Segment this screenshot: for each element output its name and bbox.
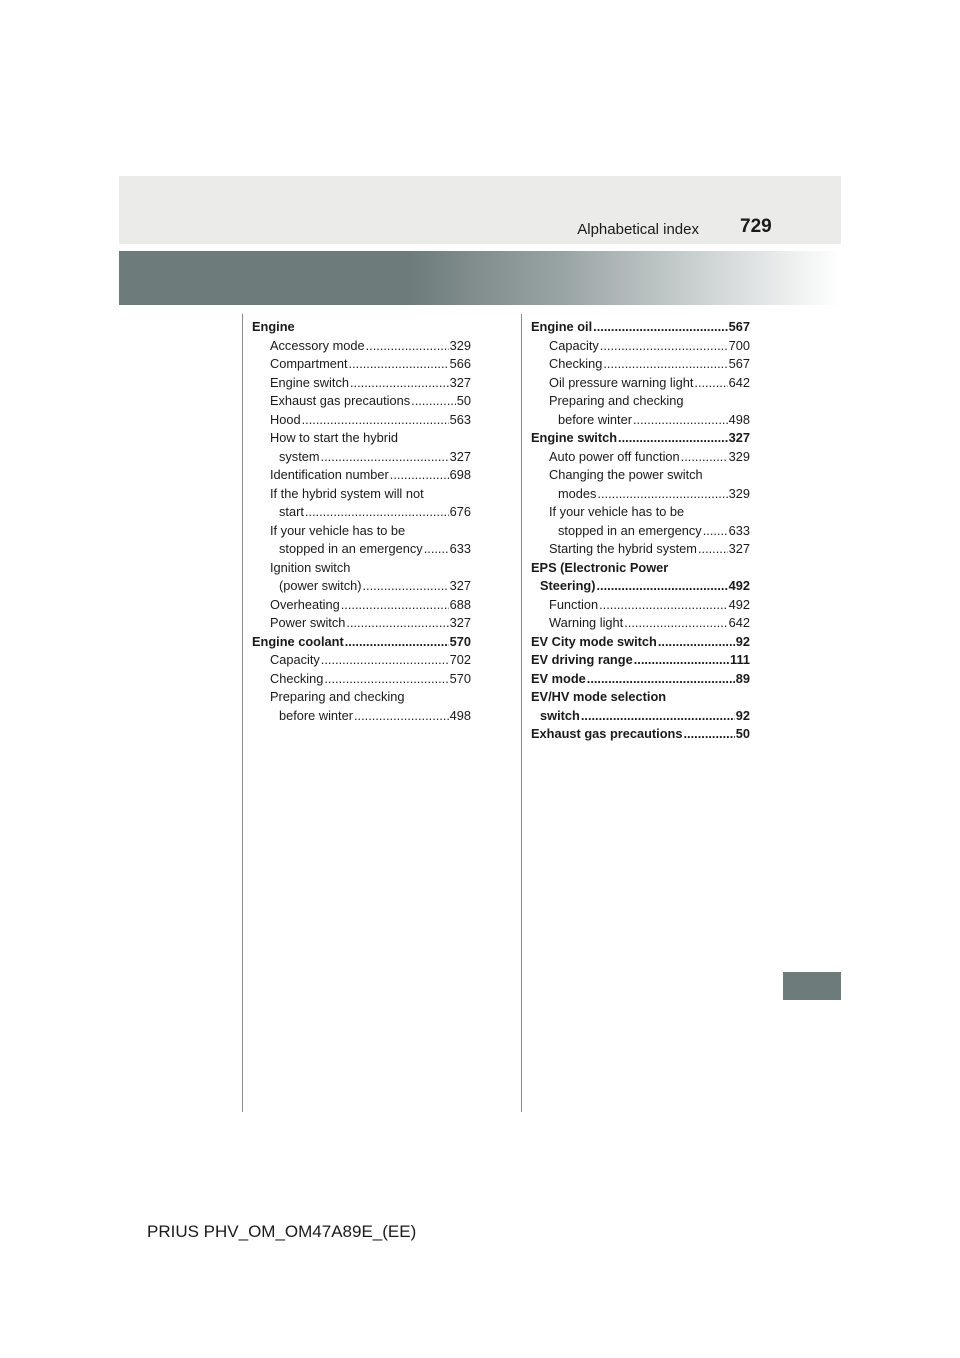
index-entry-page: 570 — [449, 670, 471, 686]
index-entry — [531, 707, 750, 726]
index-entry — [252, 411, 471, 430]
index-entry — [531, 633, 750, 652]
dot-leader — [366, 337, 449, 356]
index-entry — [531, 725, 750, 744]
dot-leader — [587, 670, 735, 689]
index-entry — [531, 559, 750, 578]
index-entry — [252, 522, 471, 541]
index-entry-text: EV mode — [531, 670, 586, 686]
dot-leader — [694, 374, 727, 393]
index-entry-text: stopped in an emergency — [279, 541, 423, 556]
index-entry — [252, 355, 471, 374]
index-entry-page: 700 — [728, 337, 750, 353]
index-entry-page: 327 — [449, 578, 471, 593]
index-entry-page: 329 — [728, 448, 750, 464]
index-entry-text: Oil pressure warning light — [549, 374, 694, 390]
index-entry-text: Exhaust gas precautions — [270, 393, 411, 408]
dot-leader — [581, 707, 735, 726]
dot-leader — [305, 503, 449, 522]
index-entry — [531, 503, 750, 522]
index-entry — [252, 651, 471, 670]
index-entry — [531, 448, 750, 467]
index-entry-page: 633 — [728, 522, 750, 538]
dot-leader — [341, 596, 449, 615]
index-entry-page: 50 — [735, 726, 750, 741]
index-entry-page: 563 — [449, 411, 471, 427]
index-entry-text: Accessory mode — [270, 337, 365, 353]
dot-leader — [321, 448, 449, 467]
index-entry-page: 498 — [449, 707, 471, 723]
index-entry-text: EV/HV mode selection — [531, 689, 667, 704]
index-entry-text: Warning light — [549, 615, 624, 630]
index-entry — [531, 577, 750, 596]
dot-leader — [698, 540, 728, 559]
index-entry-text: Identification number — [270, 467, 389, 482]
index-entry-text: Capacity — [270, 652, 320, 667]
index-entry — [252, 559, 471, 578]
index-entry — [531, 614, 750, 633]
index-entry-page: 492 — [728, 596, 750, 612]
index-entry-text: Compartment — [270, 356, 348, 371]
index-entry-page: 89 — [735, 670, 750, 686]
dot-leader — [600, 337, 728, 356]
index-entry-page: 327 — [449, 448, 471, 464]
index-entry-text: Changing the power switch — [549, 467, 703, 482]
section-title: Alphabetical index — [577, 221, 699, 238]
index-entry-page: 327 — [449, 615, 471, 630]
index-entry — [252, 429, 471, 448]
index-entry-text: Capacity — [549, 337, 599, 353]
index-entry-text: Checking — [270, 670, 324, 686]
index-entry — [252, 485, 471, 504]
left-column-rule — [242, 314, 243, 1112]
index-entry-text: switch — [540, 707, 580, 723]
index-entry — [252, 540, 471, 559]
dot-leader — [411, 392, 456, 411]
index-entry-page: 111 — [730, 652, 750, 667]
document-code: PRIUS PHV_OM_OM47A89E_(EE) — [147, 1222, 417, 1241]
right-column-rule — [521, 314, 522, 1112]
dot-leader — [599, 596, 728, 615]
index-entry-text: system — [279, 448, 320, 464]
page-number: 729 — [740, 216, 772, 237]
index-entry — [531, 429, 750, 448]
index-entry-page: 498 — [728, 411, 750, 427]
dot-leader — [658, 633, 735, 652]
dot-leader — [363, 577, 449, 596]
index-entry-page: 688 — [449, 596, 471, 612]
index-entry-text: Preparing and checking — [549, 393, 684, 408]
index-entry — [531, 485, 750, 504]
index-entry-text: Checking — [549, 356, 603, 371]
index-entry — [252, 503, 471, 522]
header-bar — [119, 176, 841, 244]
index-entry-text: If your vehicle has to be — [549, 504, 685, 519]
index-entry-page: 327 — [449, 374, 471, 390]
index-entry — [531, 596, 750, 615]
index-entry-text: Engine switch — [531, 430, 618, 445]
index-entry-text: Overheating — [270, 596, 340, 612]
index-entry — [252, 633, 471, 652]
index-entry — [252, 318, 471, 337]
index-entry — [252, 337, 471, 356]
dot-leader — [390, 466, 449, 485]
index-entry — [252, 392, 471, 411]
index-entry-text: Power switch — [270, 615, 346, 630]
index-entry-page: 492 — [728, 578, 750, 593]
index-entry — [531, 540, 750, 559]
index-entry-text: Engine oil — [531, 319, 593, 334]
dot-leader — [302, 411, 449, 430]
index-entry — [531, 392, 750, 411]
index-entry-page: 566 — [449, 356, 471, 371]
index-entry-page: 702 — [449, 652, 471, 667]
index-entry — [252, 596, 471, 615]
index-entry-text: EPS (Electronic Power — [531, 559, 669, 575]
index-entry-text: Hood — [270, 411, 301, 427]
index-entry-page: 642 — [728, 615, 750, 630]
index-entry — [252, 448, 471, 467]
dot-leader — [633, 411, 728, 430]
index-entry-text: Function — [549, 596, 599, 612]
index-entry-page: 329 — [449, 337, 471, 353]
dot-leader — [634, 651, 729, 670]
index-entry-page: 570 — [449, 633, 471, 649]
index-entry — [531, 318, 750, 337]
dot-leader — [321, 651, 449, 670]
index-entry — [531, 374, 750, 393]
index-entry — [531, 355, 750, 374]
index-entry-page: 642 — [728, 374, 750, 390]
index-entry — [531, 522, 750, 541]
index-entry-text: EV City mode switch — [531, 633, 657, 649]
index-entry-page: 698 — [449, 467, 471, 482]
index-entry-text: EV driving range — [531, 652, 633, 667]
index-entry-text: Auto power off function — [549, 448, 680, 464]
chapter-side-tab — [783, 972, 841, 1000]
index-entry-text: Engine switch — [270, 374, 349, 390]
index-column-left — [252, 318, 471, 725]
index-entry-page: 676 — [449, 504, 471, 519]
index-entry — [252, 614, 471, 633]
index-entry-page: 327 — [728, 430, 750, 445]
dot-leader — [354, 707, 449, 726]
index-entry-page: 50 — [456, 393, 471, 408]
dot-leader — [618, 429, 728, 448]
dot-leader — [596, 577, 727, 596]
index-entry-text: How to start the hybrid — [270, 430, 399, 445]
index-entry-text: stopped in an emergency — [558, 522, 702, 538]
dot-leader — [603, 355, 727, 374]
index-entry-text: Starting the hybrid system — [549, 541, 697, 556]
index-entry-page: 327 — [728, 541, 750, 556]
index-entry — [252, 670, 471, 689]
index-column-right — [531, 318, 750, 744]
index-entry — [252, 688, 471, 707]
index-entry — [531, 411, 750, 430]
index-entry — [531, 651, 750, 670]
index-entry-text: Exhaust gas precautions — [531, 726, 683, 741]
index-entry-text: before winter — [558, 411, 632, 427]
index-entry-page: 567 — [728, 356, 750, 371]
dot-leader — [424, 540, 449, 559]
index-entry-page: 329 — [728, 485, 750, 501]
index-entry — [531, 337, 750, 356]
dot-leader — [681, 448, 728, 467]
index-entry-text: before winter — [279, 707, 353, 723]
dot-leader — [683, 725, 734, 744]
index-entry — [531, 466, 750, 485]
dot-leader — [593, 318, 727, 337]
dot-leader — [350, 374, 449, 393]
index-entry-text: Engine — [252, 319, 295, 334]
index-entry — [252, 466, 471, 485]
index-entry-text: If your vehicle has to be — [270, 522, 406, 538]
index-entry-page: 92 — [735, 707, 750, 723]
index-entry — [252, 707, 471, 726]
header-gradient-band — [119, 251, 841, 305]
index-entry-text: If the hybrid system will not — [270, 485, 424, 501]
dot-leader — [349, 355, 449, 374]
index-entry — [531, 688, 750, 707]
index-entry-text: (power switch) — [279, 578, 362, 593]
index-entry-text: Engine coolant — [252, 633, 344, 649]
index-entry-text: start — [279, 504, 304, 519]
index-entry — [531, 670, 750, 689]
index-entry-page: 567 — [728, 319, 750, 334]
index-entry-text: modes — [558, 485, 597, 501]
index-entry-page: 633 — [449, 541, 471, 556]
dot-leader — [346, 614, 448, 633]
dot-leader — [324, 670, 448, 689]
index-entry-text: Steering) — [540, 578, 596, 593]
index-entry — [252, 374, 471, 393]
index-entry — [252, 577, 471, 596]
dot-leader — [345, 633, 449, 652]
dot-leader — [703, 522, 728, 541]
index-entry-text: Preparing and checking — [270, 689, 405, 704]
dot-leader — [597, 485, 727, 504]
index-entry-text: Ignition switch — [270, 559, 351, 575]
dot-leader — [624, 614, 727, 633]
index-entry-page: 92 — [735, 633, 750, 649]
